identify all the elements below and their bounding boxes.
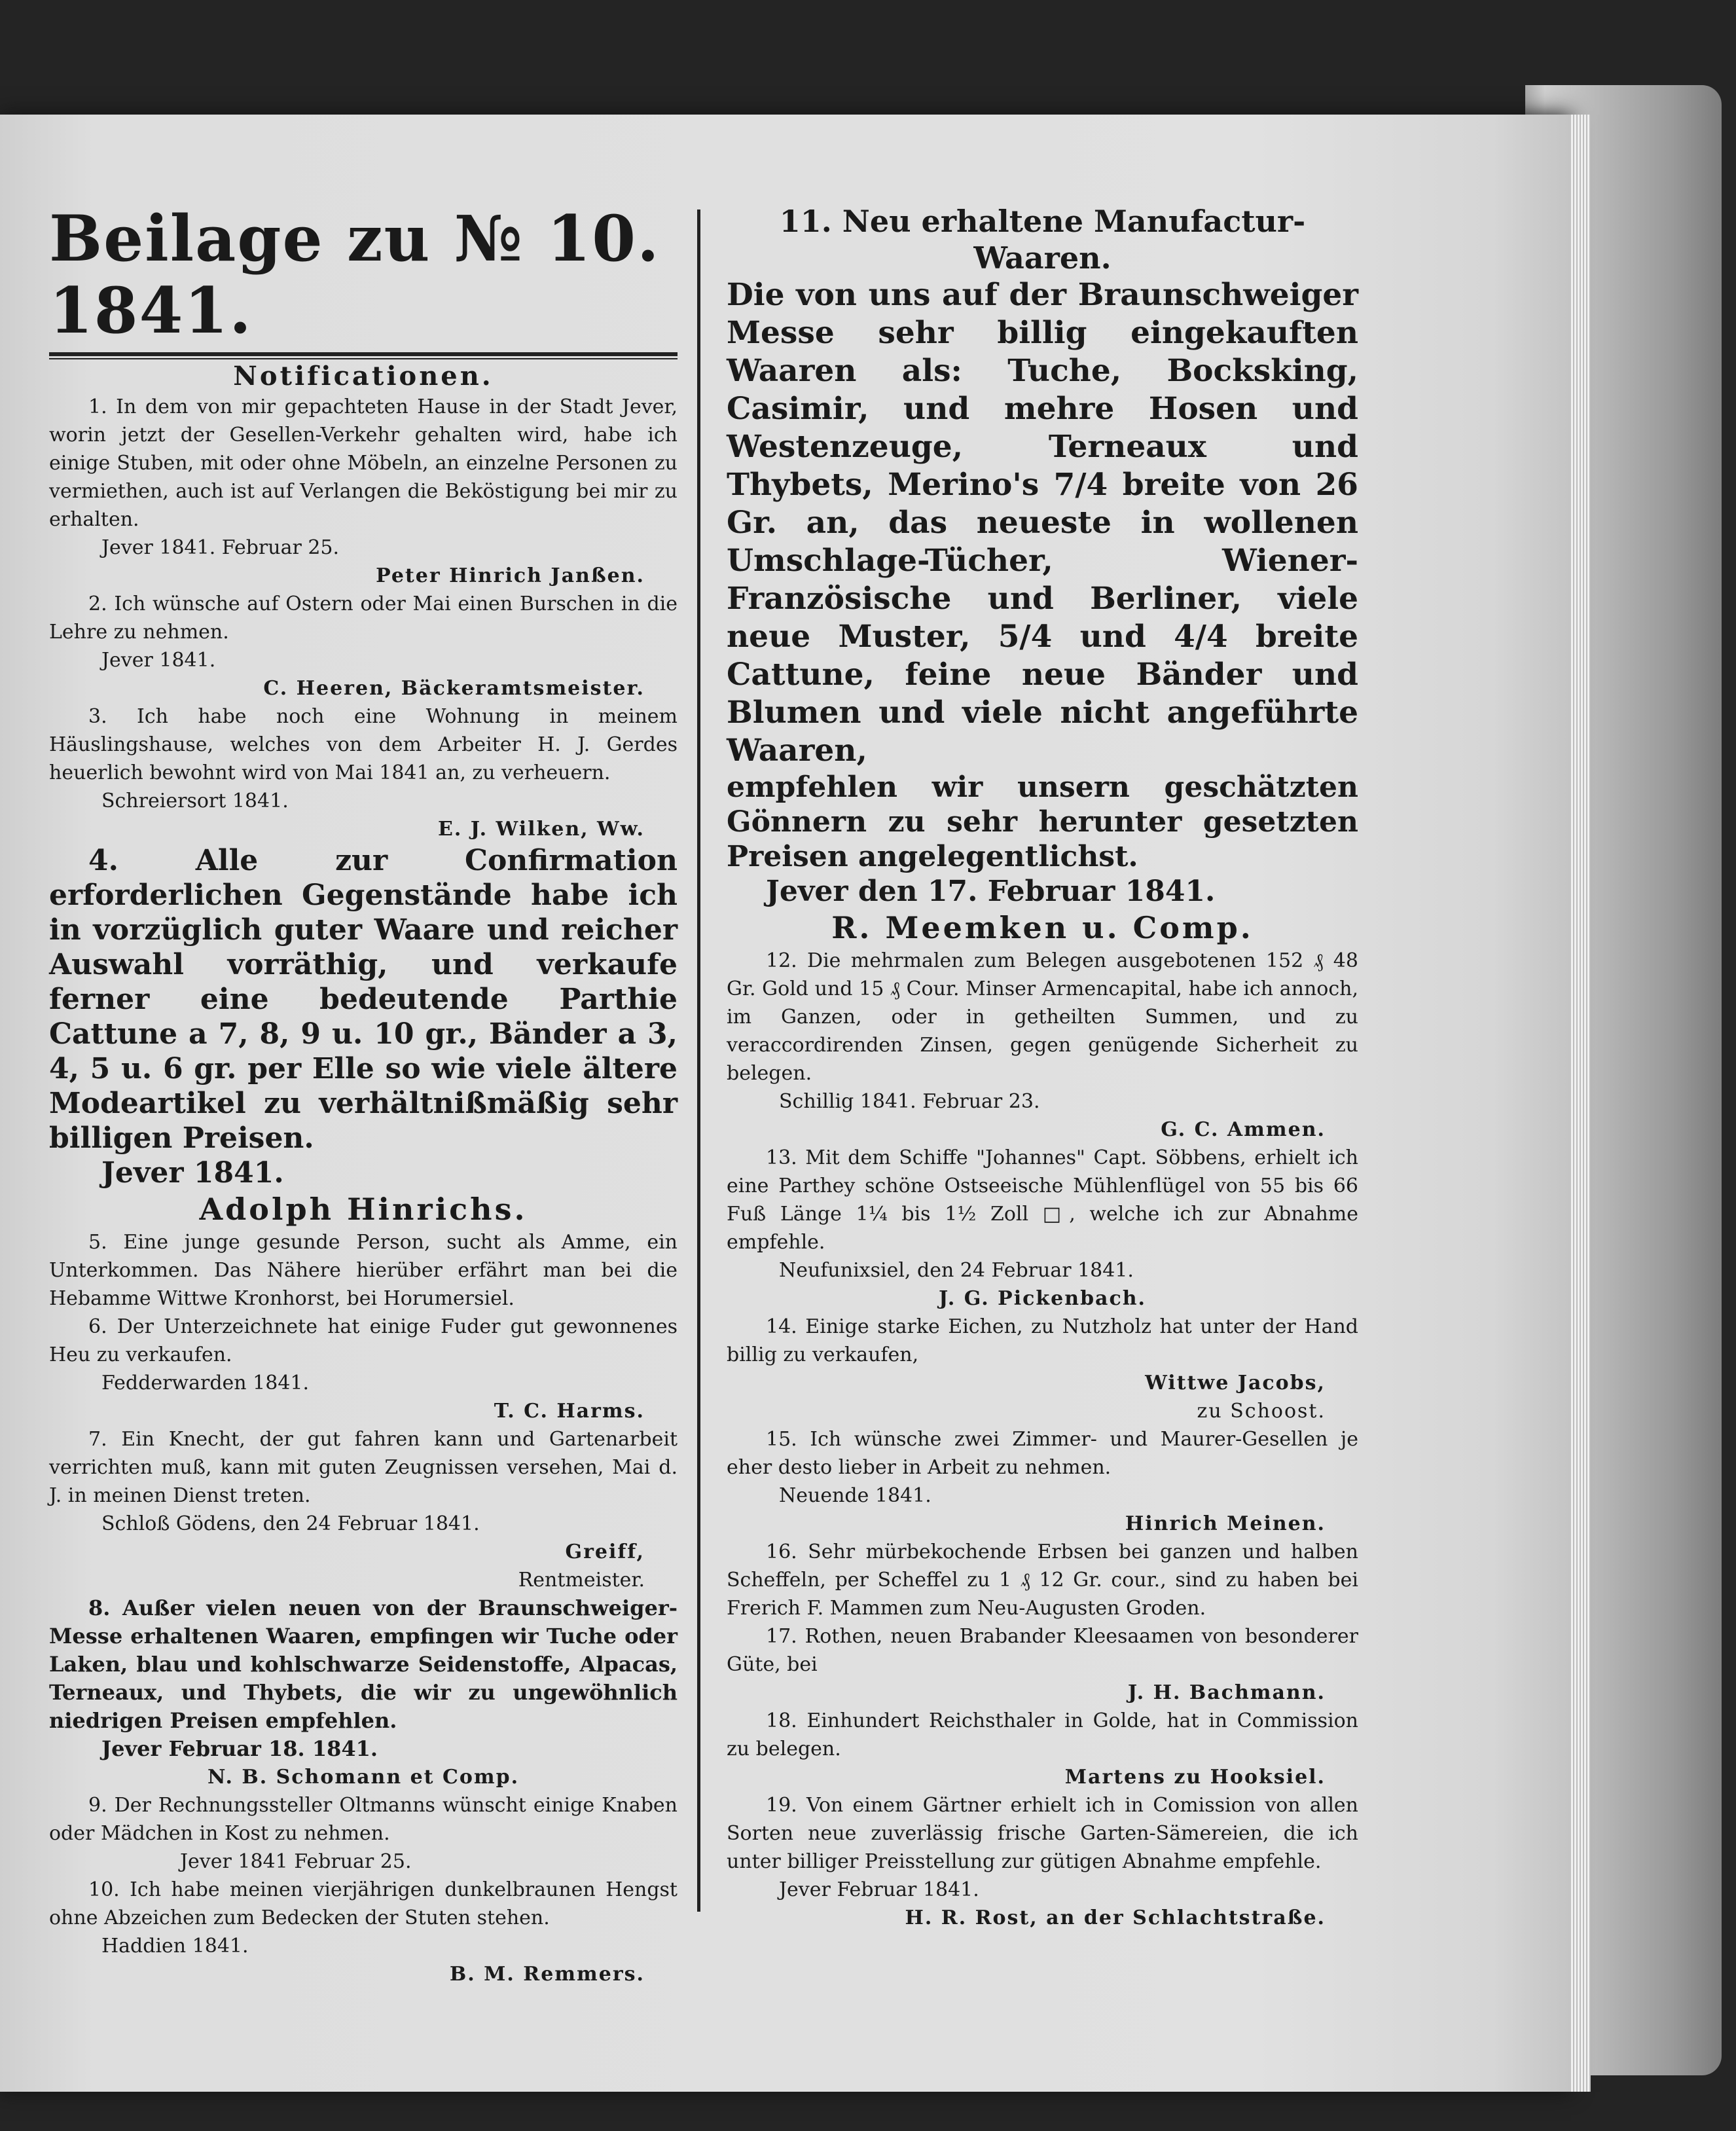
notice-signature: B. M. Remmers. <box>449 1963 645 1986</box>
notice-text: 6. Der Unterzeichnete hat einige Fuder gut gewonnenes Heu zu verkaufen. <box>49 1315 678 1366</box>
notice-text: 17. Rothen, neuen Brabander Kleesaamen von besonderer Güte, bei <box>727 1625 1358 1676</box>
notice-signature: Martens zu Hooksiel. <box>1064 1766 1326 1789</box>
notice-1 <box>49 393 678 590</box>
notice-place-date: Schreiersort 1841. <box>101 790 289 812</box>
notice-signature: G. C. Ammen. <box>1161 1118 1326 1141</box>
notice-4 <box>49 843 678 1228</box>
notice-signature: J. H. Bachmann. <box>1127 1681 1326 1704</box>
notice-signature: R. Meemken u. Comp. <box>831 910 1254 945</box>
notice-place-date: Jever 1841. <box>101 649 216 672</box>
notice-text: 2. Ich wünsche auf Ostern oder Mai einen Burschen in die Lehre zu nehmen. <box>49 592 678 644</box>
advert-text: Die von uns auf der Braunschweiger Messe sehr billig eingekauften Waaren als: Tuche, Bocksking, Casimir, und mehre Hosen und Westenzeuge, Terneaux und Thybets, Merino's 7/4 breite von 26 Gr. an, das neueste in wollenen Umschlage-Tücher, Wiener-Französische und Berliner, viele neue Muster, 5/4 und 4/4 breite Cattune, feine neue Bänder und Blumen und viele nicht angeführte Waaren, <box>727 277 1358 769</box>
right-column <box>727 203 1358 1932</box>
notice-text: 7. Ein Knecht, der gut fahren kann und Gartenarbeit verrichten muß, kann mit guten Zeugnissen versehen, Mai d. J. in meinen Dienst treten. <box>49 1428 678 1507</box>
notice-text: 3. Ich habe noch eine Wohnung in meinem Häuslingshause, welches von dem Arbeiter H. J. Gerdes heuerlich bewohnt wird von Mai 1841 an, zu verheuern. <box>49 705 678 784</box>
advert-heading: 11. Neu erhaltene Manufactur-Waaren. <box>779 204 1306 276</box>
notice-19 <box>727 1791 1358 1932</box>
notice-13 <box>727 1144 1358 1313</box>
notice-place-date: Schloß Gödens, den 24 Februar 1841. <box>101 1512 480 1535</box>
notice-place-date: Jever 1841. Februar 25. <box>101 536 340 559</box>
notice-signature-title: Rentmeister. <box>518 1569 645 1592</box>
notice-place-date: Neuende 1841. <box>779 1484 931 1507</box>
notice-place-date: Jever 1841. <box>101 1156 284 1190</box>
notice-signature: C. Heeren, Bäckeramtsmeister. <box>263 677 645 700</box>
notice-text: 14. Einige starke Eichen, zu Nutzholz hat unter der Hand billig zu verkaufen, <box>727 1315 1358 1366</box>
notice-text: 4. Alle zur Confirmation erforderlichen Gegenstände habe ich in vorzüglich guter Waare und reicher Auswahl vorräthig, und verkaufe ferner eine bedeutende Parthie Cattune a 7, 8, 9 u. 10 gr., Bänder a 3, 4, 5 u. 6 gr. per Elle so wie viele ältere Modeartikel zu verhältnißmäßig sehr billigen Preisen. <box>49 844 678 1155</box>
notice-10 <box>49 1876 678 1988</box>
notice-text: 19. Von einem Gärtner erhielt ich in Comission von allen Sorten neue zuverlässig frische Garten-Sämereien, die ich unter billiger Preisstellung zur gütigen Abnahme empfehle. <box>727 1794 1358 1873</box>
notice-signature: N. B. Schomann et Comp. <box>207 1766 520 1789</box>
masthead-rule-thin <box>49 358 678 359</box>
notice-place-date: Neufunixsiel, den 24 Februar 1841. <box>779 1259 1134 1282</box>
notice-text: 8. Außer vielen neuen von der Braunschweiger-Messe erhaltenen Waaren, empfingen wir Tuche oder Laken, blau und kohlschwarze Seidenstoffe, Alpacas, Terneaux, und Thybets, die wir zu ungewöhnlich niedrigen Preisen empfehlen. <box>49 1595 678 1733</box>
notice-18 <box>727 1707 1358 1791</box>
notice-6 <box>49 1313 678 1425</box>
notice-9 <box>49 1791 678 1876</box>
notice-signature: H. R. Rost, an der Schlachtstraße. <box>905 1906 1326 1929</box>
notice-text: 15. Ich wünsche zwei Zimmer- und Maurer-Gesellen je eher desto lieber in Arbeit zu nehmen. <box>727 1428 1358 1479</box>
notice-signature: T. C. Harms. <box>494 1400 645 1423</box>
notice-place-date: Schillig 1841. Februar 23. <box>779 1090 1040 1113</box>
notice-signature: Hinrich Meinen. <box>1125 1512 1326 1535</box>
notice-place-date: Jever 1841 Februar 25. <box>180 1850 412 1873</box>
masthead-title: Beilage zu № 10. 1841. <box>49 202 660 348</box>
notice-signature: Greiff, <box>565 1540 645 1563</box>
notice-place-date: Jever Februar 18. 1841. <box>101 1736 378 1761</box>
notice-2 <box>49 590 678 702</box>
notice-signature: Peter Hinrich Janßen. <box>376 564 645 587</box>
notice-text: 10. Ich habe meinen vierjährigen dunkelbraunen Hengst ohne Abzeichen zum Bedecken der Stuten stehen. <box>49 1878 678 1929</box>
notice-place-date: Jever Februar 1841. <box>779 1878 979 1901</box>
notice-15 <box>727 1425 1358 1538</box>
notice-8 <box>49 1594 678 1791</box>
notice-place-date: Jever den 17. Februar 1841. <box>766 875 1216 908</box>
notice-17 <box>727 1622 1358 1707</box>
notice-signature: J. G. Pickenbach. <box>938 1287 1147 1310</box>
notice-signature: Wittwe Jacobs, <box>1145 1372 1326 1394</box>
notice-text: 12. Die mehrmalen zum Belegen ausgebotenen 152 ₰ 48 Gr. Gold und 15 ₰ Cour. Minser Armencapital, habe ich annoch, im Ganzen, oder in getheilten Summen, und zu veraccordirenden Zinsen, gegen genügende Sicherheit zu belegen. <box>727 949 1358 1085</box>
section-heading: Notificationen. <box>233 361 494 392</box>
left-column <box>49 203 678 1988</box>
notice-text: 9. Der Rechnungssteller Oltmanns wünscht einige Knaben oder Mädchen in Kost zu nehmen. <box>49 1794 678 1845</box>
notice-text: 5. Eine junge gesunde Person, sucht als Amme, ein Unterkommen. Das Nähere hierüber erfährt man bei die Hebamme Wittwe Kronhorst, bei Horumersiel. <box>49 1231 678 1310</box>
notice-signature: E. J. Wilken, Ww. <box>438 818 645 841</box>
notice-5 <box>49 1228 678 1313</box>
column-divider <box>697 209 700 1912</box>
notice-16 <box>727 1538 1358 1622</box>
notice-12 <box>727 947 1358 1144</box>
notice-text: 1. In dem von mir gepachteten Hause in der Stadt Jever, worin jetzt der Gesellen-Verkehr gehalten wird, habe ich einige Stuben, mit oder ohne Möbeln, an einzelne Personen zu vermiethen, auch ist auf Verlangen die Beköstigung bei mir zu erhalten. <box>49 395 678 531</box>
advert-text-continued: empfehlen wir unsern geschätzten Gönnern zu sehr herunter gesetzten Preisen angelegentlichst. <box>727 771 1358 873</box>
notice-text: 18. Einhundert Reichsthaler in Golde, hat in Commission zu belegen. <box>727 1709 1358 1760</box>
notice-place-date: Fedderwarden 1841. <box>101 1372 310 1394</box>
notice-signature: Adolph Hinrichs. <box>199 1192 528 1227</box>
notice-signature-place: zu Schoost. <box>1197 1400 1326 1423</box>
notice-7 <box>49 1425 678 1594</box>
notice-3 <box>49 702 678 843</box>
notice-place-date: Haddien 1841. <box>101 1935 249 1958</box>
notice-14 <box>727 1313 1358 1425</box>
notice-text: 16. Sehr mürbekochende Erbsen bei ganzen und halben Scheffeln, per Scheffel zu 1 ₰ 12 Gr. cour., sind zu haben bei Frerich F. Mammen zum Neu-Augusten Groden. <box>727 1540 1358 1620</box>
notice-text: 13. Mit dem Schiffe "Johannes" Capt. Söbbens, erhielt ich eine Parthey schöne Ostseeische Mühlenflügel von 55 bis 66 Fuß Länge 1¼ bis 1½ Zoll □, welche ich zur Abnahme empfehle. <box>727 1146 1358 1254</box>
masthead-rule <box>49 352 678 356</box>
page-stack-edge <box>1571 115 1591 2092</box>
notice-11 <box>727 203 1358 947</box>
